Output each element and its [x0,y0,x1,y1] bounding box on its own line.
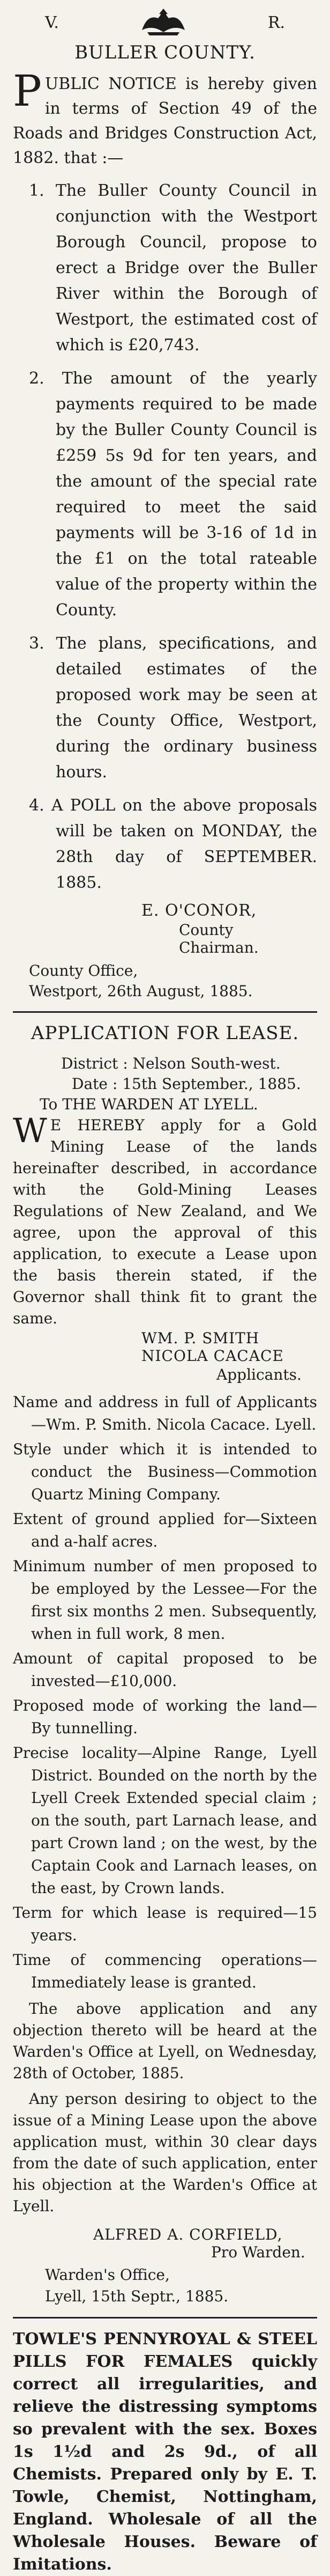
public-notice-intro [13,66,317,171]
lease-detail: Term for which lease is required—15 years. [13,1904,317,1944]
notice-signatory: E. O'CONOR, [141,901,257,920]
lease-title: APPLICATION FOR LEASE. [31,1022,299,1044]
lease-body-text: E HEREBY apply for a Gold Mining Lease of the lands hereinafter described, in accordance with the Gold-Mining Leases Regulations of New Zealand, and We agree, upon the approval of this application, to execute a Lease upon the basis therein stated, if the Governor shall think fit to grant the same. [13,1116,317,1327]
lease-hearing-paragraph: The above application and any objection thereto will be heard at the Warden's Office at Lyell, on Wednesday, 28th of October, 1885. [13,2000,317,2082]
applicant-name-2: NICOLA CACACE [141,1347,284,1365]
notice-place-line1: County Office, [29,962,138,980]
lease-detail: Precise locality—Alpine Range, Lyell District. Bounded on the north by the Lyell Creek Extended special claim ; on the south, part Larnach lease, and part Crown land ; on the west, by the Captain Cook and Larnach leases, on the east, by Crown lands. [13,1744,317,1897]
notice-title: BULLER COUNTY. [74,42,256,63]
masthead [13,4,317,36]
warden-office-place [45,2264,317,2307]
pro-warden-name: ALFRED A. CORFIELD, [93,2226,283,2243]
lease-detail: Time of commencing operations—Immediately lease is granted. [13,1951,317,1991]
lease-detail: Style under which it is intended to conduct the Business—Commotion Quartz Mining Company. [13,1440,317,1503]
royal-crest-icon [137,9,190,36]
notice-place [29,961,317,1002]
lease-district: District : Nelson South-west. [61,1055,281,1072]
notice-item-1: 1. The Buller County Council in conjunction with the Westport Borough Council, propose to erect a Bridge over the Buller River within the Borough of Westport, the estimated cost of which is £20,743. [29,181,317,355]
lease-objection-paragraph: Any person desiring to object to the issue of a Mining Lease upon the above application must, within 30 clear days from the date of such application, enter his objection at the Warden's Office at Lyell. [13,2090,317,2215]
notice-item-3: 3. The plans, specifications, and detailed estimates of the proposed work may be seen at the County Office, Westport, during the ordinary business hours. [29,634,317,782]
lease-detail: Minimum number of men proposed to be employed by the Lessee—For the first six months 2 men. Subsequently, when in full work, 8 men. [13,1557,317,1643]
notice-item-2: 2. The amount of the yearly payments required to be made by the Buller County Council is £259 5s 9d for ten years, and the amount of the special rate required to meet the said payments will be 3-16 of 1d in the £1 on the total rateable value of the property within the County. [29,369,317,620]
pro-warden-title: Pro Warden. [211,2243,305,2261]
notice-intro-text: UBLIC NOTICE is hereby given in terms of Section 49 of the Roads and Bridges Construction Act, 1882. that :— [13,75,317,167]
lease-dropcap: W [13,1111,47,1150]
warden-office-line2: Lyell, 15th Septr., 1885. [45,2287,229,2305]
masthead-left-letter: V. [45,13,59,32]
applicant-name-1: WM. P. SMITH [141,1329,260,1347]
warden-office-line1: Warden's Office, [45,2266,170,2284]
notice-dropcap: P [13,66,42,116]
lease-addressee: To THE WARDEN AT LYELL. [40,1095,258,1113]
towle-pills-advert: TOWLE'S PENNYROYAL & STEEL PILLS FOR FEMALES quickly correct all irregularities, and relieve the distressing symptoms so prevalent with the sex. Boxes 1s 1½d and 2s 9d., of all Chemists. Prepared only by E. T. Towle, Chemist, Nottingham, England. Wholesale of all the Wholesale Houses. Beware of Imitations. [13,2330,317,2574]
lease-detail: Name and address in full of Applicants—Wm. P. Smith. Nicola Cacace. Lyell. [13,1393,317,1433]
lease-date: Date : 15th September., 1885. [72,1075,301,1093]
divider [13,1011,317,1013]
notice-item-4: 4. A POLL on the above proposals will be taken on MONDAY, the 28th day of SEPTEMBER. 1885. [29,796,317,892]
lease-detail: Amount of capital proposed to be invested—£10,000. [13,1650,317,1690]
notice-signatory-title: County Chairman. [179,921,259,956]
applicants-label: Applicants. [216,1366,302,1383]
notice-place-line2: Westport, 26th August, 1885. [29,982,253,1000]
lease-detail: Proposed mode of working the land—By tunnelling. [13,1697,317,1737]
divider [13,2317,317,2319]
lease-detail: Extent of ground applied for—Sixteen and a-half acres. [13,1510,317,1550]
lease-body [13,1111,317,1329]
masthead-right-letter: R. [267,13,285,32]
